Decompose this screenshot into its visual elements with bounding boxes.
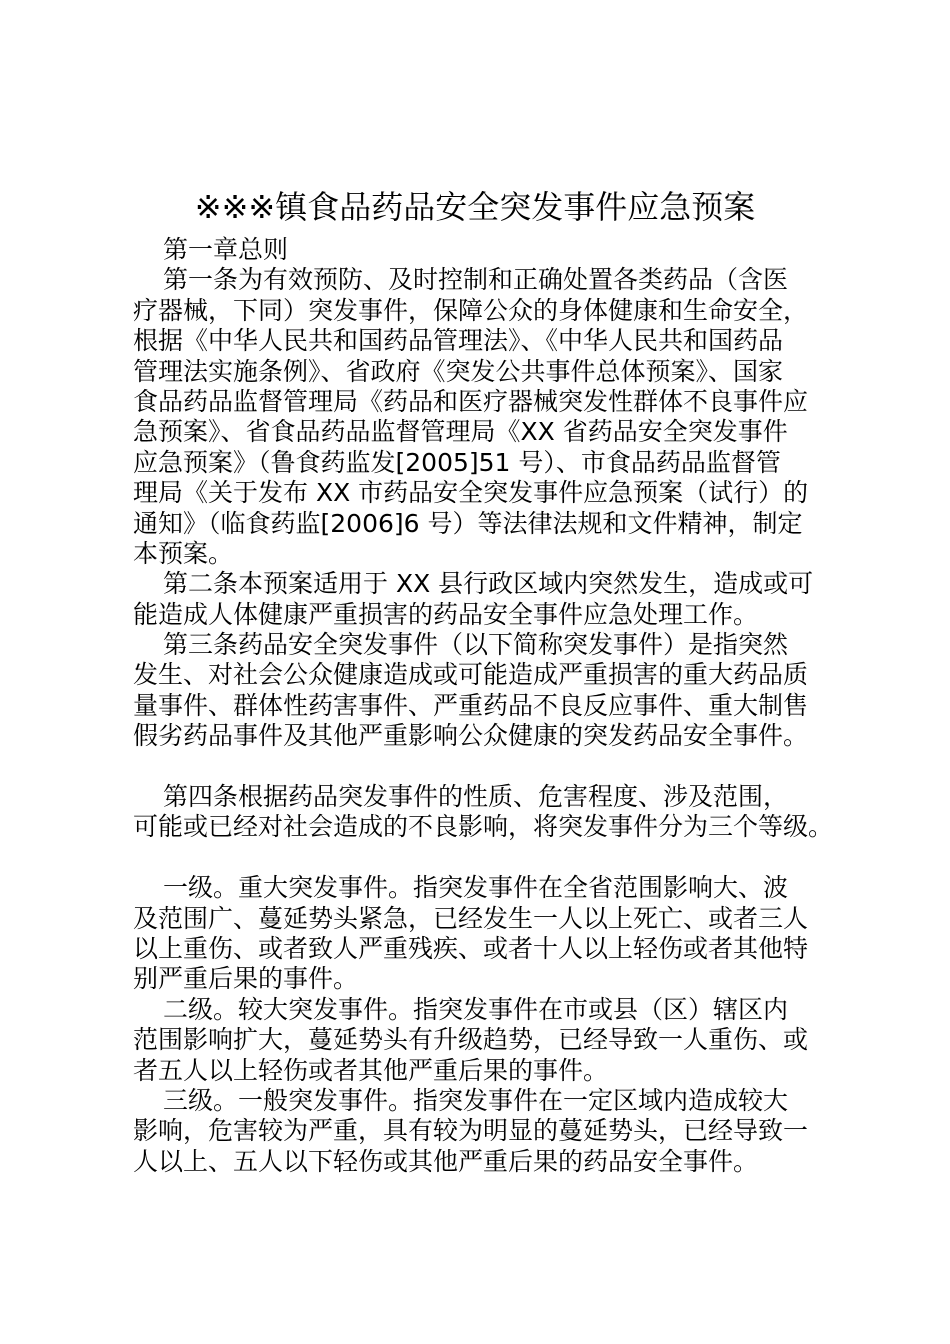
blank-line (133, 752, 893, 782)
text-line: 管理法实施条例》、省政府《突发公共事件总体预案》、国家 (133, 356, 784, 386)
chapter-heading: 第一章总则 (163, 235, 289, 264)
text-line: 者五人以上轻伤或者其他严重后果的事件。 (133, 1055, 609, 1085)
text-line: 一级。重大突发事件。指突发事件在全省范围影响大、波 (163, 873, 789, 903)
text-line: 量事件、群体性药害事件、严重药品不良反应事件、重大制售 (133, 690, 809, 720)
text-line: 应急预案》（鲁食药监发[2005]51 号）、市食品药品监督管 (133, 447, 781, 477)
text-line: 以上重伤、或者致人严重残疾、或者十人以上轻伤或者其他特 (133, 933, 809, 963)
text-line: 第三条药品安全突发事件（以下简称突发事件）是指突然 (163, 630, 789, 660)
text-line: 三级。一般突发事件。指突发事件在一定区域内造成较大 (163, 1085, 789, 1115)
text-line: 影响，危害较为严重，具有较为明显的蔓延势头，已经导致一 (133, 1116, 809, 1146)
text-line: 假劣药品事件及其他严重影响公众健康的突发药品安全事件。 (133, 721, 809, 751)
text-line: 急预案》、省食品药品监督管理局《XX 省药品安全突发事件 (133, 417, 788, 447)
document-body (133, 235, 893, 1177)
text-line: 发生、对社会公众健康造成或可能造成严重损害的重大药品质 (133, 660, 809, 690)
paragraph-level-1 (133, 873, 893, 995)
text-line: 人以上、五人以下轻伤或其他严重后果的药品安全事件。 (133, 1146, 759, 1176)
text-line: 第一条为有效预防、及时控制和正确处置各类药品（含医 (163, 265, 789, 295)
text-line: 第四条根据药品突发事件的性质、危害程度、涉及范围， (163, 782, 789, 812)
text-line: 可能或已经对社会造成的不良影响，将突发事件分为三个等级。 (133, 812, 834, 842)
text-line: 二级。较大突发事件。指突发事件在市或县（区）辖区内 (163, 994, 789, 1024)
paragraph-article-3 (133, 630, 893, 752)
paragraph-chapter-heading (133, 235, 893, 265)
text-line: 理局《关于发布 XX 市药品安全突发事件应急预案（试行）的 (133, 478, 809, 508)
text-line: 第二条本预案适用于 XX 县行政区域内突然发生，造成或可 (163, 569, 814, 599)
text-line: 别严重后果的事件。 (133, 964, 359, 994)
text-line: 食品药品监督管理局《药品和医疗器械突发性群体不良事件应 (133, 386, 809, 416)
paragraph-article-1 (133, 265, 893, 569)
text-line: 本预案。 (133, 538, 234, 568)
text-line: 及范围广、蔓延势头紧急，已经发生一人以上死亡、或者三人 (133, 903, 809, 933)
text-line: 通知》（临食药监[2006]6 号）等法律法规和文件精神，制定 (133, 508, 803, 538)
text-line: 能造成人体健康严重损害的药品安全事件应急处理工作。 (133, 599, 759, 629)
text-line: 范围影响扩大，蔓延势头有升级趋势，已经导致一人重伤、或 (133, 1025, 809, 1055)
text-line: 疗器械，下同）突发事件，保障公众的身体健康和生命安全， (133, 295, 809, 325)
paragraph-article-2 (133, 569, 893, 630)
paragraph-level-2 (133, 995, 893, 1086)
text-line: 根据《中华人民共和国药品管理法》、《中华人民共和国药品 (133, 326, 784, 356)
paragraph-level-3 (133, 1086, 893, 1177)
document-title: ※※※镇食品药品安全突发事件应急预案 (194, 188, 756, 226)
blank-line (133, 843, 893, 873)
paragraph-article-4 (133, 782, 893, 843)
